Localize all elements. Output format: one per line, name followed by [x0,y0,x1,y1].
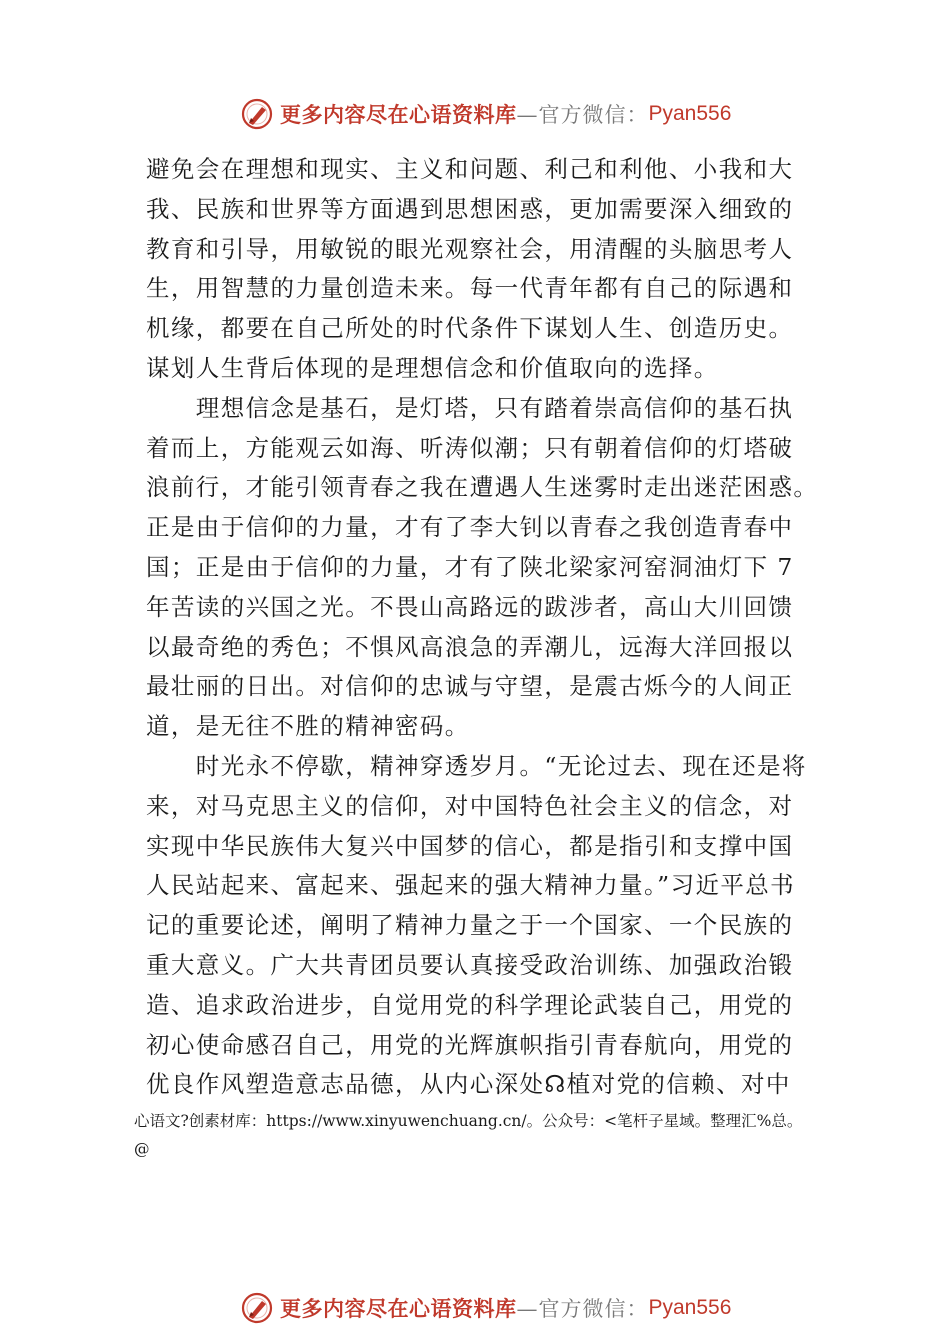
header-banner [240,94,731,134]
wechat-id: Pyan556 [648,1296,732,1319]
body-text [146,150,826,1105]
text-line: 造、追求政治进步，自觉用党的科学理论武装自己，用党的 [146,990,794,1019]
text-line: 浪前行，才能引领青春之我在遭遇人生迷雾时走出迷茫困惑。 [146,473,819,502]
source-note-line: @ [134,1140,150,1158]
text-line: 初心使命感召自己，用党的光辉旗帜指引青春航向，用党的 [146,1030,794,1059]
wechat-id: Pyan556 [648,102,732,125]
pen-nib-logo-icon [240,1291,274,1325]
text-line: 理想信念是基石，是灯塔，只有踏着崇高信仰的基石执 [146,393,794,422]
text-line: 着而上，方能观云如海、听涛似潮；只有朝着信仰的灯塔破 [146,433,794,462]
text-line: 年苦读的兴国之光。不畏山高路远的跋涉者，高山大川回馈 [146,592,794,621]
text-line: 国；正是由于信仰的力量，才有了陕北梁家河窑洞油灯下 7 [146,552,794,581]
text-line: 最壮丽的日出。对信仰的忠诚与守望，是震古烁今的人间正 [146,672,794,701]
text-line: 教育和引导，用敏锐的眼光观察社会，用清醒的头脑思考人 [146,234,794,263]
footer-banner [240,1288,731,1328]
banner-gray-text: —官方微信： [516,103,649,127]
text-line: 记的重要论述，阐明了精神力量之于一个国家、一个民族的 [146,911,794,940]
text-line: 重大意义。广大共青团员要认真接受政治训练、加强政治锻 [146,950,794,979]
text-line: 谋划人生背后体现的是理想信念和价值取向的选择。 [146,353,719,382]
text-line: 正是由于信仰的力量，才有了李大钊以青春之我创造青春中 [146,513,794,542]
pen-nib-logo-icon [240,97,274,131]
banner-red-text: 更多内容尽在心语资料库 [280,1296,517,1321]
text-line: 避免会在理想和现实、主义和问题、利己和利他、小我和大 [146,155,794,183]
text-line: 人民站起来、富起来、强起来的强大精神力量。”习近平总书 [146,871,796,900]
source-note [134,1107,874,1163]
text-line: 以最奇绝的秀色；不惧风高浪急的弄潮儿，远海大洋回报以 [146,632,794,661]
text-line: 我、民族和世界等方面遇到思想困惑，更加需要深入细致的 [146,194,794,223]
text-line: 生，用智慧的力量创造未来。每一代青年都有自己的际遇和 [146,274,794,303]
banner-red-text: 更多内容尽在心语资料库 [280,102,517,127]
text-line: 道，是无往不胜的精神密码。 [146,712,470,741]
source-note-line: 心语文?创素材库：https://www.xinyuwenchuang.cn/。公众号：<笔杆子星域。整理汇%总。 [134,1112,803,1130]
text-line: 优良作风塑造意志品德，从内心深处☊植对党的信赖、对中 [146,1070,791,1099]
text-line: 时光永不停歇，精神穿透岁月。“无论过去、现在还是将 [146,751,807,780]
text-line: 实现中华民族伟大复兴中国梦的信心，都是指引和支撑中国 [146,831,794,860]
text-line: 来，对马克思主义的信仰，对中国特色社会主义的信念，对 [146,791,794,820]
text-line: 机缘，都要在自己所处的时代条件下谋划人生、创造历史。 [146,314,794,343]
banner-gray-text: —官方微信： [516,1297,649,1321]
